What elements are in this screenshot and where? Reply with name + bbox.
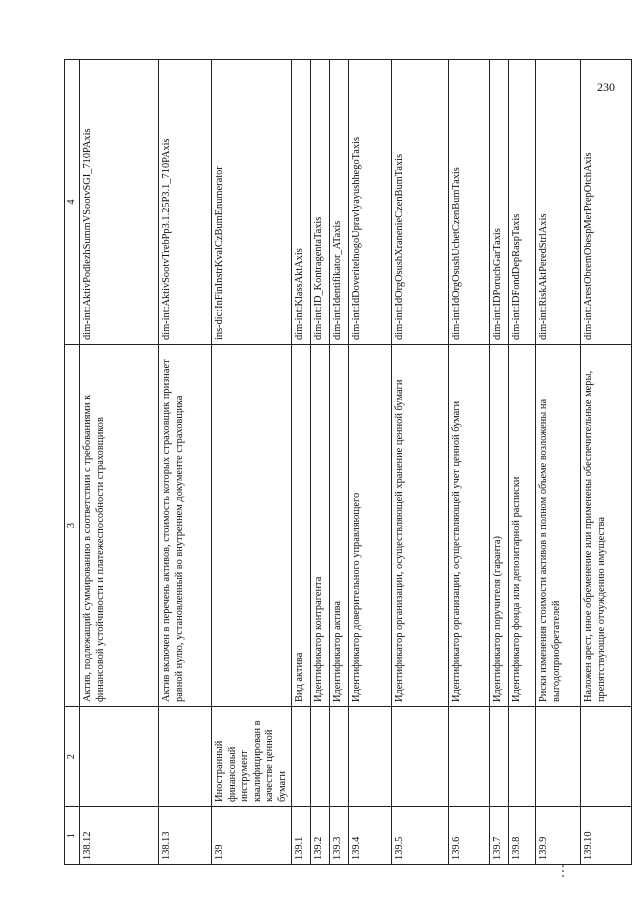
row-number: 139.4 bbox=[349, 807, 392, 865]
row-description: Идентификатор фонда или депозитарной расписки bbox=[509, 345, 536, 707]
table-row bbox=[349, 60, 392, 865]
scan-dot bbox=[562, 875, 564, 877]
row-description: Идентификатор организации, осуществляющей учет ценной бумаги bbox=[449, 345, 490, 707]
row-description: Наложен арест, иное обременение или применены обеспечительные меры, препятствующие отчуждению имущества bbox=[581, 345, 632, 707]
row-description: Актив включен в перечень активов, стоимость которых страховщик признает равной нулю, установленный во внутреннем документе страховщика bbox=[159, 345, 212, 707]
scan-dot bbox=[562, 865, 564, 867]
row-name bbox=[509, 707, 536, 807]
row-number: 139 bbox=[212, 807, 292, 865]
row-name bbox=[159, 707, 212, 807]
row-description: Актив, подлежащий суммированию в соответствии с требованиями к финансовой устойчивости и платежеспособности страховщиков bbox=[80, 345, 159, 707]
table-header-row bbox=[65, 60, 80, 865]
row-number: 138.12 bbox=[80, 807, 159, 865]
table-row bbox=[536, 60, 581, 865]
row-number: 139.6 bbox=[449, 807, 490, 865]
row-name bbox=[490, 707, 509, 807]
row-description: Идентификатор актива bbox=[330, 345, 349, 707]
row-number: 139.7 bbox=[490, 807, 509, 865]
row-code: dim-int:IDPoruchGarTaxis bbox=[490, 60, 509, 345]
table-row bbox=[392, 60, 449, 865]
row-description: Идентификатор поручителя (гаранта) bbox=[490, 345, 509, 707]
row-name bbox=[536, 707, 581, 807]
table-row bbox=[581, 60, 632, 865]
row-code: dim-int:ArestObremObespMerPrepOtchAxis bbox=[581, 60, 632, 345]
header-col-1: 1 bbox=[65, 807, 80, 865]
row-number: 139.3 bbox=[330, 807, 349, 865]
row-number: 139.1 bbox=[292, 807, 311, 865]
document-table bbox=[64, 59, 632, 865]
table-row bbox=[509, 60, 536, 865]
row-code: dim-int:IDFondDepRaspTaxis bbox=[509, 60, 536, 345]
table-row bbox=[159, 60, 212, 865]
row-description: Идентификатор контрагента bbox=[311, 345, 330, 707]
row-number: 139.9 bbox=[536, 807, 581, 865]
row-code: dim-int:IdDoveritelnogoUpravlyayushhegoTaxis bbox=[349, 60, 392, 345]
row-name: Иностранный финансовый инструмент квалифицирован в качестве ценной бумаги bbox=[212, 707, 292, 807]
row-code: ins-dic:InFinInstrKvalCzBumEnumerator bbox=[212, 60, 292, 345]
table-row bbox=[330, 60, 349, 865]
row-number: 138.13 bbox=[159, 807, 212, 865]
header-col-2: 2 bbox=[65, 707, 80, 807]
page-number: 230 bbox=[597, 80, 615, 94]
header-col-4: 4 bbox=[65, 60, 80, 345]
row-description: Вид актива bbox=[292, 345, 311, 707]
row-number: 139.10 bbox=[581, 807, 632, 865]
row-code: dim-int:RiskAktPeredStrlAxis bbox=[536, 60, 581, 345]
row-number: 139.5 bbox=[392, 807, 449, 865]
table-row bbox=[212, 60, 292, 865]
row-name bbox=[449, 707, 490, 807]
row-description: Риски изменения стоимости активов в полном объеме возложены на выгодоприобретателей bbox=[536, 345, 581, 707]
header-col-3: 3 bbox=[65, 345, 80, 707]
row-description: Идентификатор доверительного управляющего bbox=[349, 345, 392, 707]
row-code: dim-int:Identifikator_ATaxis bbox=[330, 60, 349, 345]
table-row bbox=[449, 60, 490, 865]
row-description bbox=[212, 345, 292, 707]
row-number: 139.2 bbox=[311, 807, 330, 865]
row-name bbox=[80, 707, 159, 807]
row-description: Идентификатор организации, осуществляющей хранение ценной бумаги bbox=[392, 345, 449, 707]
row-name bbox=[581, 707, 632, 807]
table-row bbox=[311, 60, 330, 865]
row-code: dim-int:KlassAktAxis bbox=[292, 60, 311, 345]
table-row bbox=[292, 60, 311, 865]
table-row bbox=[490, 60, 509, 865]
row-name bbox=[292, 707, 311, 807]
row-code: dim-int:IdOrgOsushXranenieCzenBumTaxis bbox=[392, 60, 449, 345]
row-code: dim-int:ID_KontragentaTaxis bbox=[311, 60, 330, 345]
row-code: dim-int:AktivSootvTrebPp3.1.25P3.1_710PAxis bbox=[159, 60, 212, 345]
row-name bbox=[349, 707, 392, 807]
table-row bbox=[80, 60, 159, 865]
row-name bbox=[392, 707, 449, 807]
scan-margin-marks bbox=[560, 862, 566, 880]
row-number: 139.8 bbox=[509, 807, 536, 865]
row-code: dim-int:IdOrgOsushUchetCzenBumTaxis bbox=[449, 60, 490, 345]
row-name bbox=[330, 707, 349, 807]
row-name bbox=[311, 707, 330, 807]
row-code: dim-int:AktivPodlezhSummVSootvSGI_710PAxis bbox=[80, 60, 159, 345]
scan-dot bbox=[562, 870, 564, 872]
